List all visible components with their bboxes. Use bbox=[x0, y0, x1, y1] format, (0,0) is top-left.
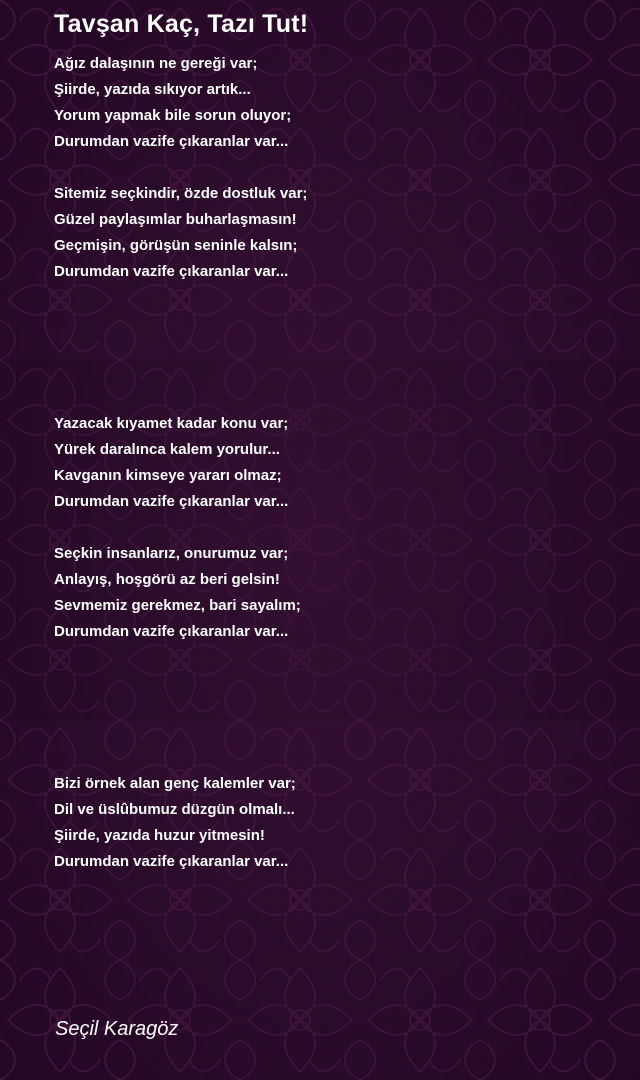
poem-line: Şiirde, yazıda huzur yitmesin! bbox=[54, 827, 265, 844]
stanza-5 bbox=[54, 771, 296, 875]
poem-title: Tavşan Kaç, Tazı Tut! bbox=[54, 10, 309, 38]
poem-line: Durumdan vazife çıkaranlar var... bbox=[54, 623, 289, 640]
poem-line: Şiirde, yazıda sıkıyor artık... bbox=[54, 81, 251, 98]
stanza-3 bbox=[54, 411, 288, 515]
poem-line: Durumdan vazife çıkaranlar var... bbox=[54, 853, 289, 870]
poem-line: Yürek daralınca kalem yorulur... bbox=[54, 441, 280, 458]
poem-line: Sitemiz seçkindir, özde dostluk var; bbox=[54, 185, 308, 202]
poem-line: Yorum yapmak bile sorun oluyor; bbox=[54, 107, 292, 124]
poem-line: Güzel paylaşımlar buharlaşmasın! bbox=[54, 211, 297, 228]
stanza-4 bbox=[54, 541, 301, 645]
poem-line: Seçkin insanlarız, onurumuz var; bbox=[54, 545, 289, 562]
poem-line: Dil ve üslûbumuz düzgün olmalı... bbox=[54, 801, 295, 818]
poem-author: Seçil Karagöz bbox=[55, 1018, 179, 1040]
poem-line: Yazacak kıyamet kadar konu var; bbox=[54, 415, 289, 432]
poem-line: Durumdan vazife çıkaranlar var... bbox=[54, 263, 289, 280]
poem-line: Durumdan vazife çıkaranlar var... bbox=[54, 493, 289, 510]
poem-line: Kavganın kimseye yararı olmaz; bbox=[54, 467, 282, 484]
stanza-1 bbox=[54, 51, 291, 155]
poem-line: Geçmişin, görüşün seninle kalsın; bbox=[54, 237, 298, 254]
poem-line: Bizi örnek alan genç kalemler var; bbox=[54, 775, 296, 792]
poem-line: Sevmemiz gerekmez, bari sayalım; bbox=[54, 597, 301, 614]
poem-line: Ağız dalaşının ne gereği var; bbox=[54, 55, 258, 72]
poem-line: Anlayış, hoşgörü az beri gelsin! bbox=[54, 571, 280, 588]
stanza-2 bbox=[54, 181, 307, 285]
poem-line: Durumdan vazife çıkaranlar var... bbox=[54, 133, 289, 150]
